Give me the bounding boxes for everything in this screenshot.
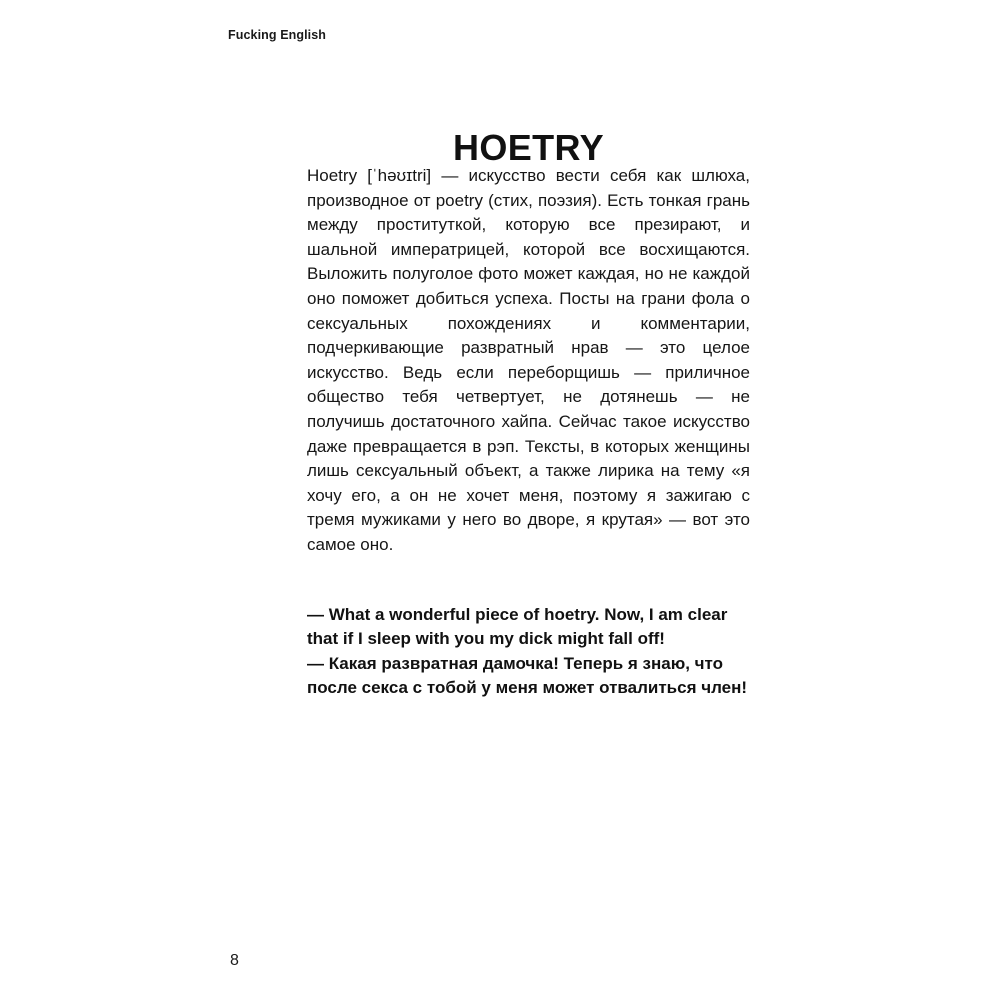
- page-title: HOETRY: [452, 127, 605, 169]
- example-block: [307, 603, 750, 701]
- text-column: [307, 164, 750, 701]
- definition-paragraph: Hoetry [ˈhəʊɪtri] — искусство вести себя как шлюха, производное от poetry (стих, поэзия). Есть тонкая грань между проституткой, которую все презирают, и шальной императрицей, которой все восхищаются. Выложить полуголое фото может каждая, но не каждой оно поможет добиться успеха. Посты на грани фола о сексуальных похождениях и комментарии, подчеркивающие развратный нрав — это целое искусство. Ведь если переборщишь — приличное общество тебя четвертует, не дотянешь — не получишь достаточного хайпа. Сейчас такое искусство даже превращается в рэп. Тексты, в которых женщины лишь сексуальный объект, а также лирика на тему «я хочу его, а он не хочет меня, поэтому я зажигаю с тремя мужиками у него во дворе, я крутая» — вот это самое оно.: [307, 166, 750, 554]
- example-line-english: — What a wonderful piece of hoetry. Now, I am clear that if I sleep with you my dick might fall off!: [307, 604, 728, 649]
- running-head: Fucking English: [228, 28, 327, 42]
- page-number: 8: [230, 952, 239, 969]
- example-line-russian: — Какая развратная дамочка! Теперь я знаю, что после секса с тобой у меня может отвалиться член!: [307, 653, 748, 698]
